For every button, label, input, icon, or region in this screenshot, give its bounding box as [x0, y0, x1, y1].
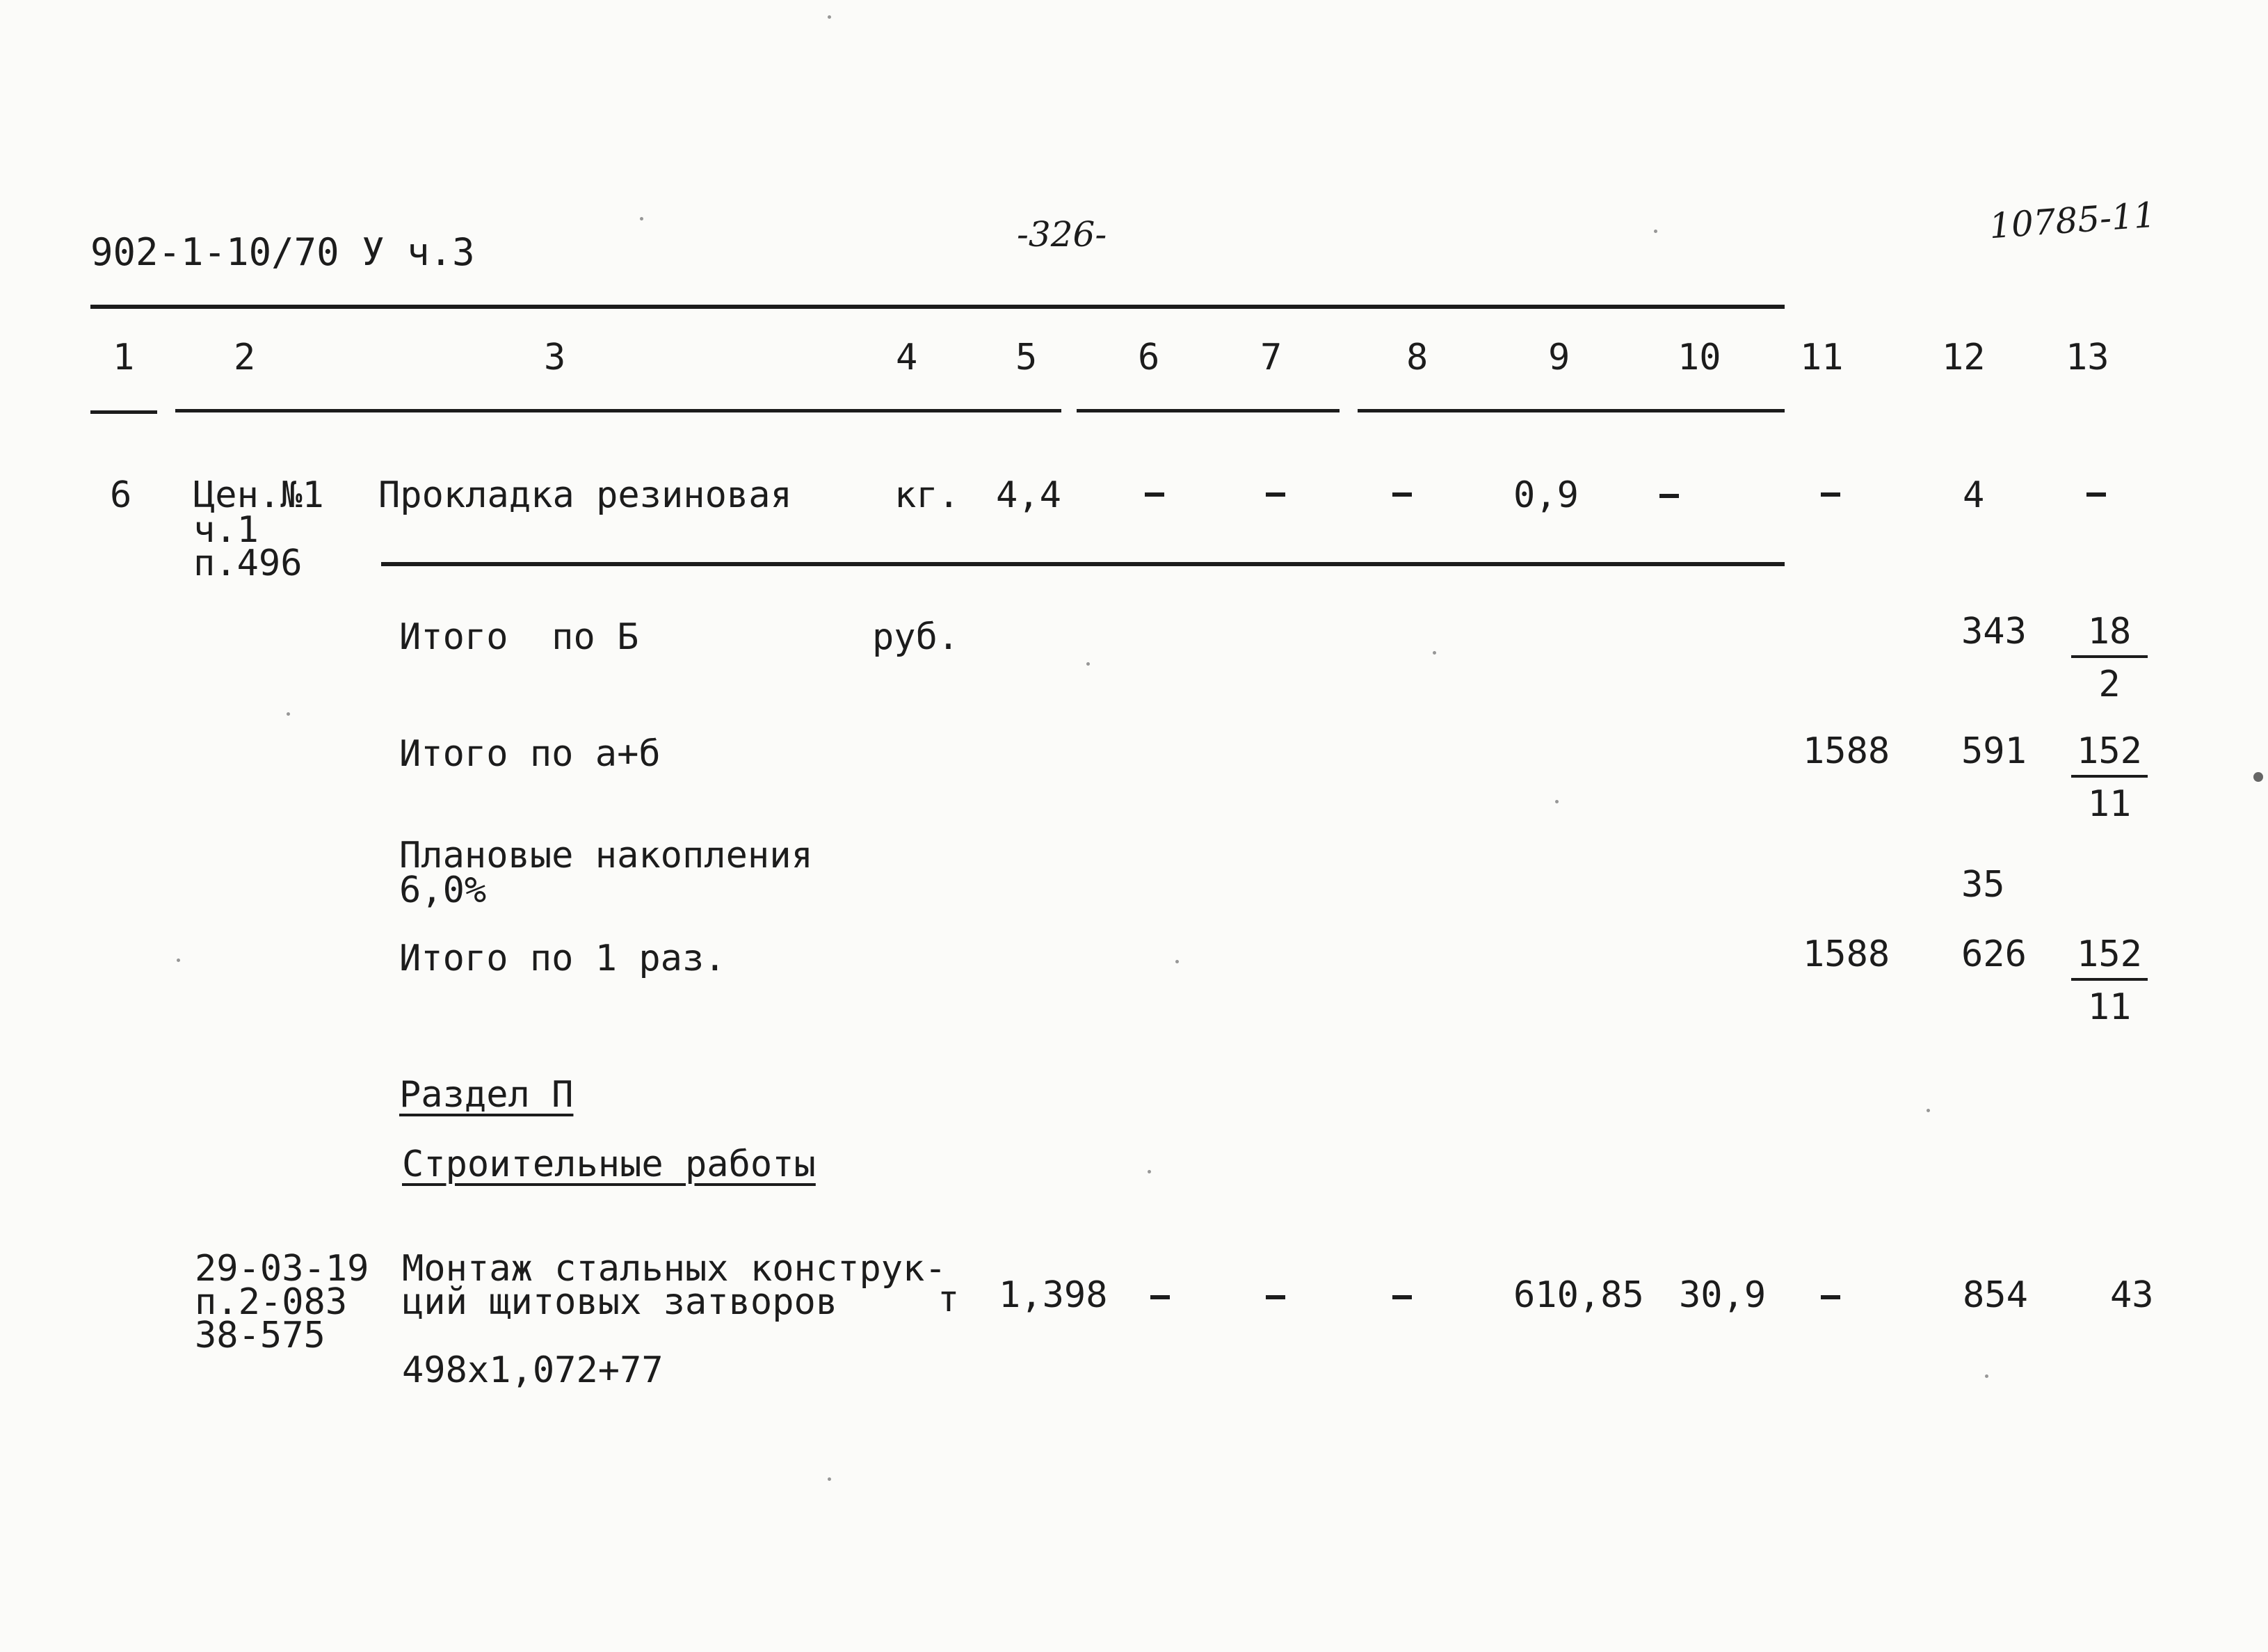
work-row-ref-line-3: 38-575	[195, 1315, 325, 1356]
work-row-col-13: 43	[2110, 1274, 2154, 1316]
fraction-numerator: 152	[2071, 936, 2148, 981]
column-header-9: 9	[1548, 337, 1570, 378]
header-rule-segment	[175, 409, 1061, 412]
work-row-col-11-dash	[1821, 1295, 1840, 1299]
scan-speck	[1433, 651, 1436, 655]
total-b-label: Итого по Б	[399, 616, 639, 658]
scan-speck	[1175, 960, 1179, 963]
column-header-10: 10	[1678, 337, 1721, 378]
work-row-col-8-dash	[1392, 1295, 1412, 1299]
total-section-1-col-11: 1588	[1803, 933, 1890, 975]
work-row-col-9: 610,85	[1513, 1274, 1644, 1316]
column-header-11: 11	[1800, 337, 1844, 378]
row-6-col-5: 4,4	[996, 474, 1061, 516]
work-row-col-6-dash	[1150, 1295, 1170, 1299]
column-header-1: 1	[113, 337, 135, 378]
header-rule-segment	[90, 410, 157, 414]
work-row-col-7-dash	[1266, 1295, 1285, 1299]
total-section-1-label: Итого по 1 раз.	[399, 938, 726, 979]
fraction-denominator: 2	[2098, 664, 2121, 705]
scan-speck	[828, 1477, 831, 1481]
total-b-col-13-fraction	[2071, 611, 2148, 705]
planned-savings-col-12: 35	[1961, 864, 2005, 906]
work-row-col-10: 30,9	[1679, 1274, 1767, 1316]
scan-speck	[1086, 662, 1090, 666]
work-row-col-12: 854	[1963, 1274, 2028, 1316]
work-row-name-line-2: ций щитовых затворов	[402, 1281, 838, 1323]
scan-speck	[1555, 800, 1559, 803]
document-code: 902-1-10/70 У ч.3	[90, 230, 475, 274]
header-rule-segment	[1358, 409, 1785, 412]
row-6-col-13-dash	[2086, 492, 2106, 497]
column-header-13: 13	[2066, 337, 2109, 378]
fraction-denominator: 11	[2087, 783, 2132, 825]
fraction-denominator: 11	[2087, 986, 2132, 1028]
archive-number: 10785-11	[1988, 194, 2157, 247]
table-top-rule	[90, 305, 1785, 309]
row-6-col-11-dash	[1821, 492, 1840, 497]
total-ab-col-11: 1588	[1803, 730, 1890, 772]
total-ab-col-12: 591	[1961, 730, 2027, 772]
row-6-name: Прокладка резиновая	[378, 474, 792, 516]
row-6-col-10-dash	[1659, 494, 1679, 498]
row-6-ref-line-3: п.496	[193, 543, 303, 584]
row-6-col-12: 4	[1963, 474, 1985, 516]
work-row-name-line-1: Монтаж стальных конструк-	[402, 1248, 947, 1290]
section-2-title: Раздел П	[399, 1074, 574, 1116]
scan-speck	[1927, 1109, 1930, 1112]
row-6-col-9: 0,9	[1513, 474, 1579, 516]
row-6-col-6-dash	[1145, 492, 1164, 497]
column-header-8: 8	[1406, 337, 1429, 378]
column-header-6: 6	[1138, 337, 1160, 378]
total-section-1-col-12: 626	[1961, 933, 2027, 975]
column-header-4: 4	[896, 337, 918, 378]
total-b-col-12: 343	[1961, 611, 2027, 652]
row-6-col-7-dash	[1266, 492, 1285, 497]
fraction-numerator: 152	[2071, 733, 2148, 778]
column-header-2: 2	[234, 337, 256, 378]
row-6-ref-line-1: Цен.№1	[193, 474, 324, 516]
column-header-7: 7	[1260, 337, 1282, 378]
planned-savings-label-line-1: Плановые накопления	[399, 835, 813, 876]
row-6-col-8-dash	[1392, 492, 1412, 497]
fraction-numerator: 18	[2071, 614, 2148, 658]
work-row-ref-line-1: 29-03-19	[195, 1248, 369, 1290]
scan-speck	[828, 15, 831, 19]
total-ab-col-13-fraction	[2071, 730, 2148, 825]
scan-speck	[1148, 1170, 1151, 1173]
total-ab-label: Итого по а+б	[399, 733, 661, 775]
scan-speck	[2253, 772, 2263, 782]
row-6-unit: кг.	[894, 474, 960, 516]
total-section-1-col-13-fraction	[2071, 933, 2148, 1028]
row-6-bottom-rule	[381, 562, 1785, 566]
column-header-5: 5	[1015, 337, 1038, 378]
column-header-12: 12	[1942, 337, 1986, 378]
work-row-col-5: 1,398	[999, 1274, 1108, 1316]
scan-speck	[287, 712, 290, 716]
scan-speck	[640, 217, 643, 220]
scan-speck	[1985, 1374, 1988, 1378]
row-6-ref-line-2: ч.1	[193, 509, 259, 551]
work-row-ref-line-2: п.2-083	[195, 1281, 348, 1323]
scan-speck	[1654, 230, 1657, 233]
page-number: -326-	[1017, 214, 1107, 255]
total-b-unit: руб.	[872, 616, 960, 658]
work-row-unit: т	[938, 1278, 960, 1320]
section-2-subtitle: Строительные работы	[402, 1144, 816, 1185]
scan-speck	[177, 959, 180, 962]
header-rule-segment	[1077, 409, 1340, 412]
planned-savings-label-line-2: 6,0%	[399, 869, 487, 911]
work-row-formula: 498х1,072+77	[402, 1349, 663, 1391]
column-header-3: 3	[544, 337, 566, 378]
row-6-number: 6	[110, 474, 132, 516]
